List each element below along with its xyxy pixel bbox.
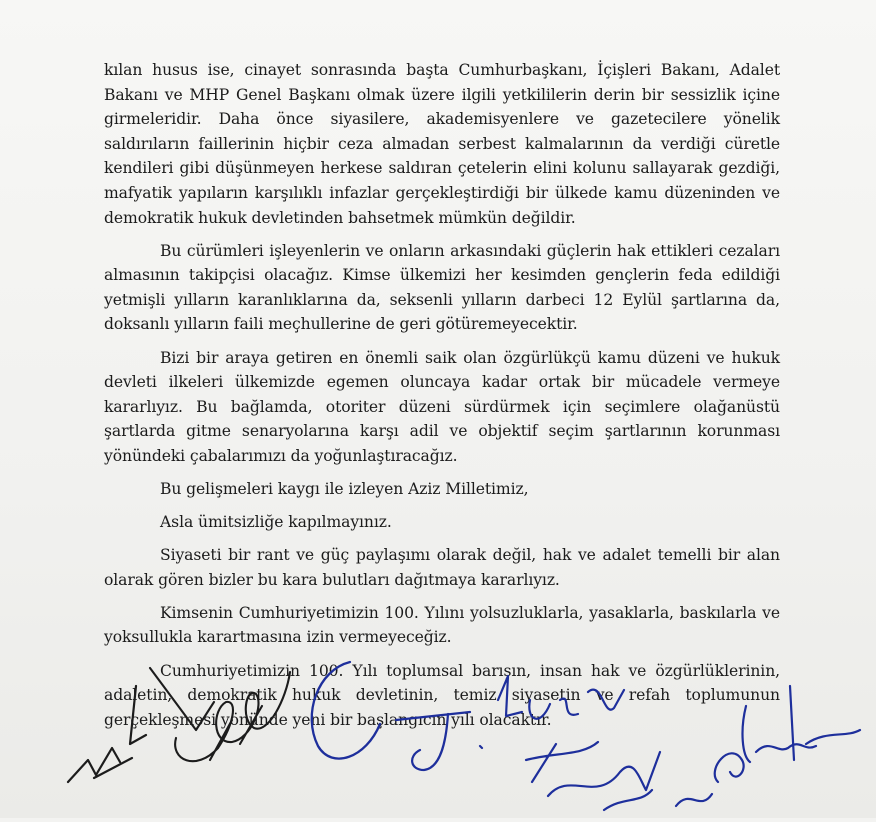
paragraph-3: Bizi bir araya getiren en önemli saik olan özgürlükçü kamu düzeni ve hukuk devleti ilkeleri ülkemizde egemen oluncaya kadar ortak bir mücadele vermeye kararlıyız. Bu bağlamda, otoriter düzeni sürdürmek için seçimlere olağanüstü şartlarda gitme senaryolarına karşı adil ve objektif seçim şartlarının korunması yönündeki çabalarımızı da yoğunlaştıracağız. [104, 348, 780, 465]
signature-5 [526, 742, 660, 810]
paragraph-2: Bu cürümleri işleyenlerin ve onların arkasındaki güçlerin hak ettikleri cezaları almasının takipçisi olacağız. Kimse ülkemizi her kesimden gençlerin feda edildiği yetmişli yılların karanlıklarına da, seksenli yılların darbeci 12 Eylül şartlarına da, doksanlı yılların faili meçhullerine de geri götüremeyecektir. [104, 241, 780, 334]
signature-4 [396, 676, 624, 770]
paragraph-6: Siyaseti bir rant ve güç paylaşımı olarak değil, hak ve adalet temelli bir alan olarak gören bizler bu kara bulutları dağıtmaya kararlıyız. [104, 546, 780, 589]
signature-1 [68, 686, 146, 782]
paragraph-8: Cumhuriyetimizin 100. Yılı toplumsal barışın, insan hak ve özgürlüklerinin, adaletin, demokratik hukuk devletinin, temiz siyasetin ve refah toplumunun gerçekleşmesi yönünde yeni bir başlangıcın yılı olacaktır. [104, 661, 780, 729]
signature-2 [150, 668, 290, 761]
paragraph-1: kılan husus ise, cinayet sonrasında başta Cumhurbaşkanı, İçişleri Bakanı, Adalet Bakanı ve MHP Genel Başkanı olmak üzere ilgili yetkililerin derin bir sessizlik içine girmeleridir. Daha önce siyasilere, akademisyenlere ve gazetecilere yönelik saldırıların faillerinin hiçbir ceza almadan serbest kalmalarının da verdiği cüretle kendileri gibi düşünmeyen herkese saldıran çetelerin elini kolunu sallayarak gezdiği, mafyatik yapıların karşılıklı infazlar gerçekleştirdiği bir ülkede kamu düzeninden ve demokratik hukuk devletinden bahsetmek mümkün değildir. [104, 61, 780, 227]
signature-3 [312, 662, 380, 759]
paragraph-5: Asla ümitsizliğe kapılmayınız. [160, 513, 392, 532]
document-body [104, 58, 780, 741]
signature-6 [676, 686, 860, 806]
paragraph-7: Kimsenin Cumhuriyetimizin 100. Yılını yolsuzluklarla, yasaklarla, baskılarla ve yoksullukla karartmasına izin vermeyeceğiz. [104, 603, 780, 647]
paragraph-4: Bu gelişmeleri kaygı ile izleyen Aziz Milletimiz, [160, 480, 529, 498]
signatures-svg [0, 640, 876, 818]
signatures-area [0, 640, 876, 818]
